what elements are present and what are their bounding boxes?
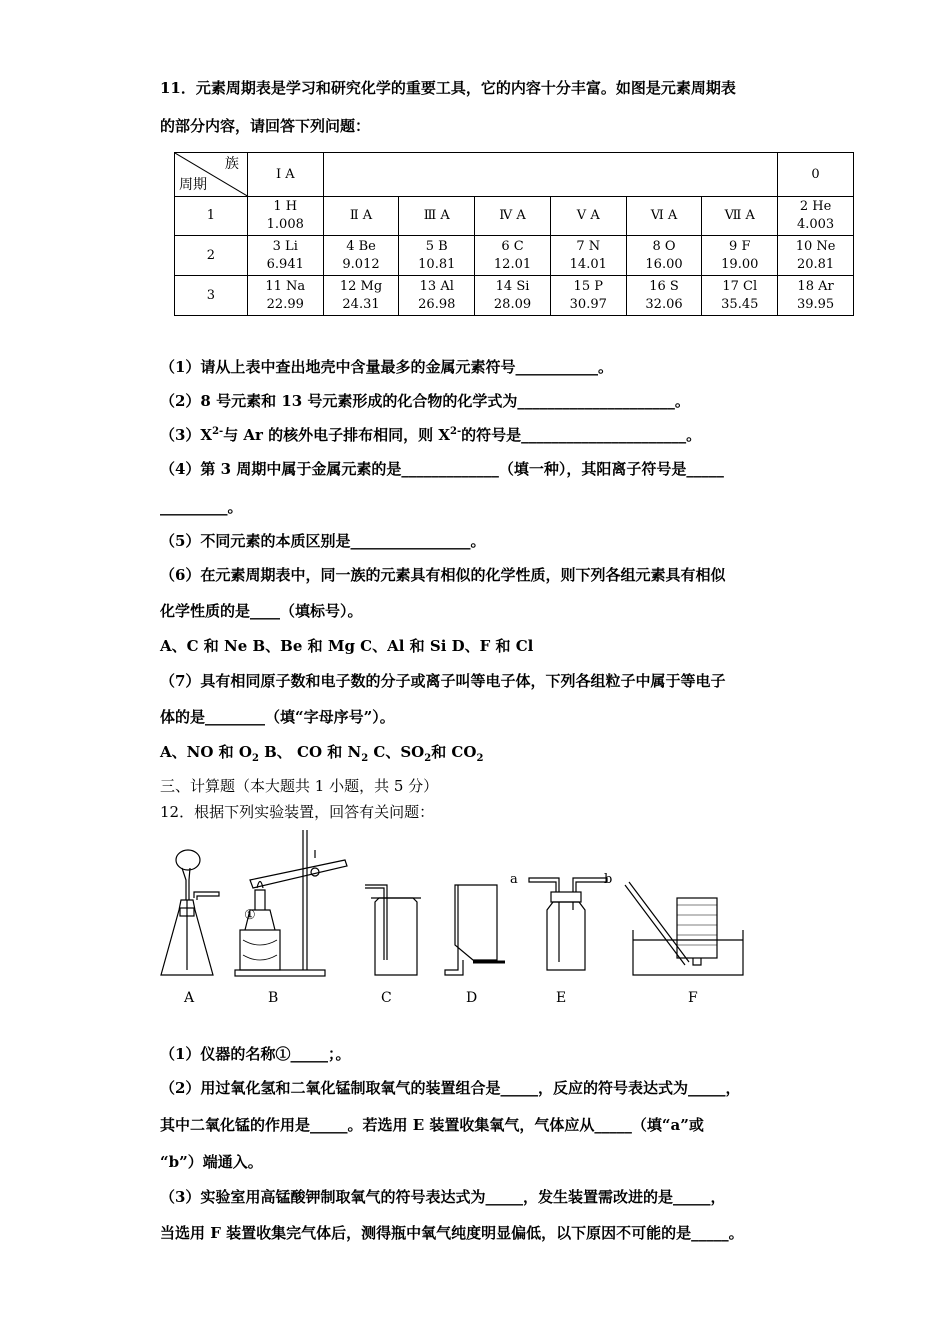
element-mass: 35.45	[721, 296, 759, 312]
group-header-blank	[323, 153, 778, 197]
q11-part4-line1: （4）第 3 周期中属于金属元素的是_____________（填一种），其阳离子符号是_____	[160, 460, 724, 478]
element-cell	[626, 236, 702, 276]
element-mass: 6.941	[266, 256, 304, 272]
element-name: 4 Be	[346, 238, 376, 254]
element-cell	[778, 197, 854, 236]
figure-label-b: B	[268, 990, 279, 1006]
corner-period-label: 周期	[179, 177, 207, 193]
section-3-heading: 三、计算题（本大题共 1 小题，共 5 分）	[160, 777, 439, 795]
period-label: 3	[175, 276, 248, 316]
opt-c2: 和 CO	[431, 743, 477, 761]
figure-label-a: A	[184, 990, 195, 1006]
element-mass: 22.99	[266, 296, 304, 312]
opt-a: A、NO 和 O	[160, 743, 252, 761]
element-name: 10 Ne	[795, 238, 836, 254]
q11-part3-sup2: 2-	[450, 426, 462, 437]
element-cell	[399, 276, 475, 316]
group-header: Ⅵ A	[626, 197, 702, 236]
q11-part6-options: A、C 和 Ne B、Be 和 Mg C、Al 和 Si D、F 和 Cl	[160, 637, 534, 655]
element-name: 12 Mg	[339, 278, 383, 294]
element-mass: 28.09	[493, 296, 532, 312]
element-mass: 1.008	[266, 217, 304, 232]
apparatus-b-icon	[235, 830, 347, 976]
period-label: 1	[175, 197, 248, 236]
element-mass: 24.31	[342, 296, 380, 312]
apparatus-f-icon	[625, 882, 743, 975]
opt-b: B、 CO 和 N	[258, 743, 362, 761]
group-header: Ⅴ A	[550, 197, 626, 236]
apparatus-c-icon	[365, 885, 421, 975]
element-cell	[702, 236, 778, 276]
group-header: Ⅱ A	[323, 197, 399, 236]
group-header-0: 0	[778, 153, 854, 197]
q12-intro: 12．根据下列实验装置，回答有关问题：	[160, 803, 435, 821]
q11-part1: （1）请从上表中查出地壳中含量最多的金属元素符号___________。	[160, 358, 613, 376]
element-mass: 30.97	[569, 296, 607, 312]
element-mass: 9.012	[342, 256, 380, 272]
q11-intro-line2: 的部分内容，请回答下列问题：	[160, 117, 371, 135]
q12-part2-line3: “b”）端通入。	[160, 1153, 263, 1171]
element-name: 8 O	[652, 238, 676, 254]
element-name: 5 B	[425, 238, 448, 254]
table-corner-cell	[175, 153, 248, 197]
q11-part3-c: 的符号是______________________。	[461, 426, 702, 444]
q11-part3	[160, 425, 701, 445]
element-cell	[323, 276, 399, 316]
element-name: 14 Si	[495, 278, 530, 294]
port-a-label: a	[510, 872, 518, 887]
element-mass: 26.98	[418, 296, 456, 312]
figure-label-c: C	[381, 990, 392, 1006]
element-mass: 32.06	[645, 296, 683, 312]
circle-one-label: ①	[244, 908, 256, 923]
q11-part6-line1: （6）在元素周期表中，同一族的元素具有相似的化学性质，则下列各组元素具有相似	[160, 566, 726, 584]
q11-part4-line2: _________。	[160, 498, 243, 516]
group-header: Ⅲ A	[399, 197, 475, 236]
figure-label-f: F	[688, 990, 698, 1006]
element-name: 17 Cl	[722, 278, 758, 294]
periodic-table	[174, 152, 854, 316]
q11-part3-b: 与 Ar 的核外电子排布相同，则 X	[223, 426, 451, 444]
period-label: 2	[175, 236, 248, 276]
opt-c-sub1: 2	[424, 753, 432, 764]
element-cell	[399, 236, 475, 276]
element-mass: 12.01	[493, 256, 532, 272]
element-mass: 20.81	[796, 256, 835, 272]
port-b-label: b	[604, 872, 613, 887]
group-header: Ⅶ A	[702, 197, 778, 236]
q12-part1: （1）仪器的名称①_____；。	[160, 1045, 351, 1063]
q11-part6-line2: 化学性质的是____（填标号）。	[160, 602, 363, 620]
element-mass: 16.00	[645, 256, 683, 272]
opt-a-sub: 2	[251, 753, 259, 764]
element-name: 7 N	[576, 238, 601, 254]
element-cell	[778, 276, 854, 316]
element-cell	[550, 276, 626, 316]
q12-part2-line2: 其中二氧化锰的作用是_____。若选用 E 装置收集氧气，气体应从_____（填“a”或	[160, 1116, 704, 1134]
q11-part7-options	[160, 742, 483, 762]
element-name: 6 C	[501, 238, 524, 254]
q11-part3-sup1: 2-	[212, 426, 224, 437]
q11-intro-line1: 11．元素周期表是学习和研究化学的重要工具，它的内容十分丰富。如图是元素周期表	[160, 79, 736, 97]
element-name: 11 Na	[265, 278, 306, 294]
element-name: 3 Li	[272, 238, 298, 254]
apparatus-e-icon	[529, 878, 607, 970]
element-name: 16 S	[649, 278, 679, 294]
element-cell	[475, 276, 551, 316]
group-header: Ⅳ A	[475, 197, 551, 236]
element-cell	[778, 236, 854, 276]
group-header-1A: Ⅰ A	[247, 153, 323, 197]
apparatus-d-icon	[445, 885, 505, 975]
element-cell	[247, 197, 323, 236]
element-cell	[550, 236, 626, 276]
element-mass: 10.81	[418, 256, 456, 272]
element-cell	[247, 276, 323, 316]
element-mass: 39.95	[796, 296, 835, 312]
element-cell	[247, 236, 323, 276]
opt-c-sub2: 2	[476, 753, 484, 764]
q11-part5: （5）不同元素的本质区别是________________。	[160, 532, 486, 550]
element-name: 13 Al	[419, 278, 454, 294]
element-name: 15 P	[573, 278, 603, 294]
opt-c: C、SO	[368, 743, 425, 761]
apparatus-a-icon	[161, 850, 219, 975]
q12-part3-line1: （3）实验室用高锰酸钾制取氧气的符号表达式为_____，发生装置需改进的是_____，	[160, 1188, 726, 1206]
q12-part3-line2: 当选用 F 装置收集完气体后，测得瓶中氧气纯度明显偏低，以下原因不可能的是_____。	[160, 1224, 744, 1242]
element-cell	[702, 276, 778, 316]
element-cell	[323, 236, 399, 276]
element-mass: 19.00	[721, 256, 759, 272]
element-cell	[626, 276, 702, 316]
element-cell	[475, 236, 551, 276]
figure-label-d: D	[466, 990, 478, 1006]
element-name: 9 F	[729, 238, 751, 254]
q12-part2-line1: （2）用过氧化氢和二氧化锰制取氧气的装置组合是_____，反应的符号表达式为_____，	[160, 1079, 741, 1097]
element-mass: 14.01	[569, 256, 607, 272]
q11-part2: （2）8 号元素和 13 号元素形成的化合物的化学式为_____________________。	[160, 392, 690, 410]
q11-part7-line2: 体的是________（填“字母序号”）。	[160, 708, 395, 726]
opt-b-sub: 2	[361, 753, 369, 764]
corner-group-label: 族	[224, 156, 239, 172]
element-name: 18 Ar	[797, 278, 834, 294]
element-name: 1 H	[273, 199, 298, 214]
element-name: 2 He	[799, 199, 832, 214]
q11-part3-a: （3）X	[160, 426, 213, 444]
element-mass: 4.003	[796, 217, 835, 232]
figure-label-e: E	[556, 990, 567, 1006]
q11-part7-line1: （7）具有相同原子数和电子数的分子或离子叫等电子体，下列各组粒子中属于等电子	[160, 672, 726, 690]
